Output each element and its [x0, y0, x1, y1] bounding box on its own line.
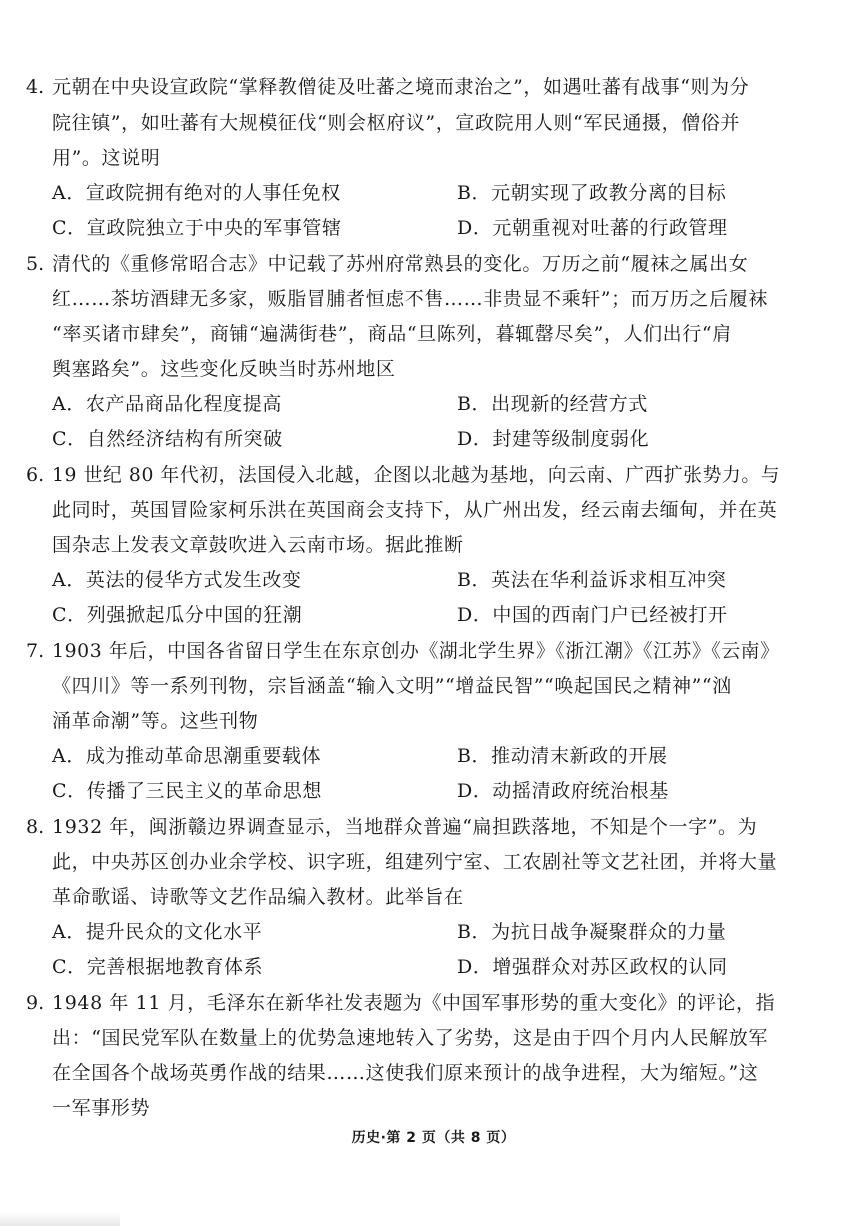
question-stem-line: 1903 年后，中国各省留日学生在东京创办《湖北学生界》《浙江潮》《江苏》《云南》	[52, 640, 780, 662]
question-number: 9.	[26, 992, 45, 1014]
question-stem-line: 《四川》等一系列刊物，宗旨涵盖“输入文明”“增益民智”“唤起国民之精神”“汹	[52, 675, 732, 697]
question-stem-line: 出：“国民党军队在数量上的优势急速地转入了劣势，这是由于四个月内人民解放军	[52, 1027, 768, 1049]
option-b: B．为抗日战争凝聚群众的力量	[457, 921, 727, 943]
option-b: B．推动清末新政的开展	[457, 745, 668, 767]
option-c: C．完善根据地教育体系	[52, 956, 264, 978]
question-number: 5.	[26, 253, 45, 275]
option-a: A．农产品商品化程度提高	[52, 393, 282, 415]
question-number: 4.	[26, 76, 45, 98]
question-stem-line: 1948 年 11 月，毛泽东在新华社发表题为《中国军事形势的重大变化》的评论，指	[52, 992, 776, 1014]
question-number: 7.	[26, 640, 45, 662]
option-c: C．传播了三民主义的革命思想	[52, 780, 322, 802]
option-a: A．提升民众的文化水平	[52, 921, 263, 943]
option-d: D．元朝重视对吐蕃的行政管理	[457, 217, 728, 239]
option-d: D．动摇清政府统治根基	[457, 780, 669, 802]
question-stem-line: 1932 年，闽浙赣边界调查显示，当地群众普遍“扁担跌落地，不知是个一字”。为	[52, 816, 758, 838]
option-a: A．宣政院拥有绝对的人事任免权	[52, 182, 341, 204]
question-stem-line: 19 世纪 80 年代初，法国侵入北越，企图以北越为基地，向云南、广西扩张势力。与	[52, 464, 781, 486]
option-d: D．封建等级制度弱化	[457, 428, 650, 450]
option-c: C．宣政院独立于中央的军事管辖	[52, 217, 342, 239]
question-number: 8.	[26, 816, 45, 838]
page-footer: 历史·第 2 页（共 8 页）	[351, 1130, 516, 1146]
option-c: C．列强掀起瓜分中国的狂潮	[52, 604, 303, 626]
option-b: B．元朝实现了政教分离的目标	[457, 182, 727, 204]
question-stem-line: 涌革命潮”等。这些刊物	[52, 710, 259, 732]
scan-edge-shadow	[0, 1212, 120, 1226]
question-stem-line: 元朝在中央设宣政院“掌释教僧徒及吐蕃之境而隶治之”，如遇吐蕃有战事“则为分	[52, 76, 750, 98]
question-stem-line: 院往镇”，如吐蕃有大规模征伐“则会枢府议”，宣政院用人则“军民通摄，僧俗并	[52, 112, 741, 134]
option-d: D．增强群众对苏区政权的认同	[457, 956, 728, 978]
question-stem-line: 此同时，英国冒险家柯乐洪在英国商会支持下，从广州出发，经云南去缅甸，并在英	[52, 499, 778, 521]
option-b: B．英法在华利益诉求相互冲突	[457, 569, 727, 591]
question-stem-line: 此，中央苏区创办业余学校、识字班，组建列宁室、工农剧社等文艺社团，并将大量	[52, 851, 778, 873]
question-stem-line: 舆塞路矣”。这些变化反映当时苏州地区	[52, 358, 396, 380]
question-stem-line: 革命歌谣、诗歌等文艺作品编入教材。此举旨在	[52, 886, 464, 908]
option-c: C．自然经济结构有所突破	[52, 428, 283, 450]
option-a: A．英法的侵华方式发生改变	[52, 569, 302, 591]
question-stem-line: 清代的《重修常昭合志》中记载了苏州府常熟县的变化。万历之前“履袜之属出女	[52, 253, 749, 275]
option-d: D．中国的西南门户已经被打开	[457, 604, 728, 626]
question-number: 6.	[26, 464, 45, 486]
option-b: B．出现新的经营方式	[457, 393, 648, 415]
question-stem-line: 在全国各个战场英勇作战的结果……这使我们原来预计的战争进程，大为缩短。”这	[52, 1062, 759, 1084]
question-stem-line: 国杂志上发表文章鼓吹进入云南市场。据此推断	[52, 534, 464, 556]
question-stem-line: 红……茶坊酒肆无多家，贩脂冒脯者恒虑不售……非贵显不乘轩”；而万历之后履袜	[52, 288, 768, 310]
option-a: A．成为推动革命思潮重要载体	[52, 745, 322, 767]
question-stem-line: 一军事形势	[52, 1097, 151, 1119]
question-stem-line: “率买诸市肆矣”，商铺“遍满街巷”，商品“旦陈列，暮辄罄尽矣”，人们出行“肩	[52, 323, 732, 345]
question-stem-line: 用”。这说明	[52, 147, 161, 169]
